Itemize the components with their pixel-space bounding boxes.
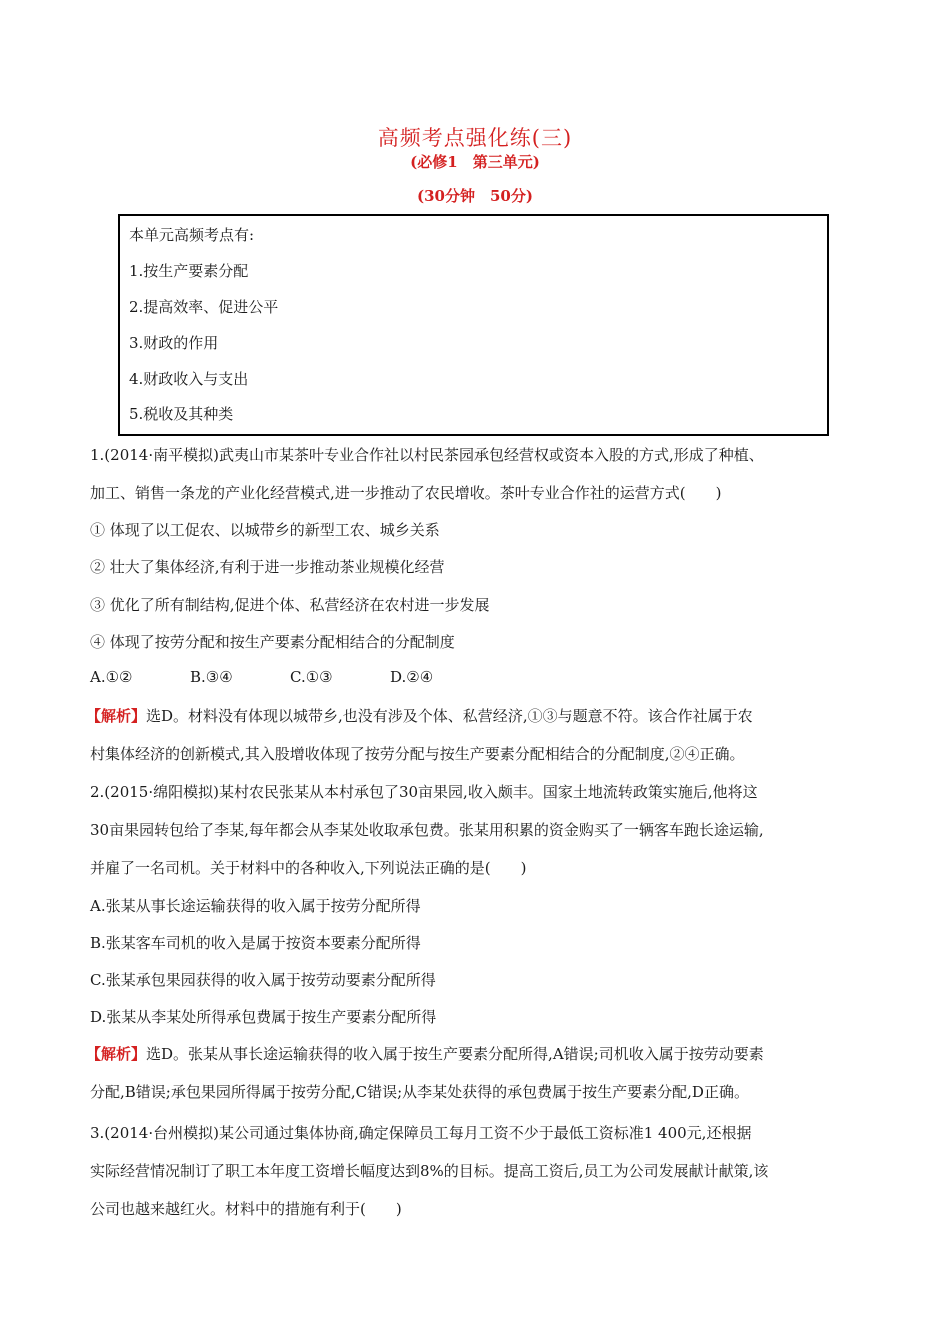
q1-option-b: B.③④ xyxy=(190,668,233,686)
summary-item: 1.按生产要素分配 xyxy=(129,262,249,280)
summary-item: 5.税收及其种类 xyxy=(129,405,234,423)
q2-option-d: D.张某从李某处所得承包费属于按生产要素分配所得 xyxy=(90,1008,437,1026)
q2-stem-line: 并雇了一名司机。关于材料中的各种收入,下列说法正确的是( ) xyxy=(90,859,527,877)
q2-stem-line: 30亩果园转包给了李某,每年都会从李某处收取承包费。张某用积累的资金购买了一辆客车跑长途运输, xyxy=(90,821,764,839)
q3-stem-line: 实际经营情况制订了职工本年度工资增长幅度达到8%的目标。提高工资后,员工为公司发展献计献策,该 xyxy=(90,1162,769,1180)
analysis-tag: 【解析】 xyxy=(86,1045,147,1063)
q1-analysis-text: 选D。材料没有体现以城带乡,也没有涉及个体、私营经济,①③与题意不符。该合作社属于农 xyxy=(146,707,753,725)
q1-statement: ② 壮大了集体经济,有利于进一步推动茶业规模化经营 xyxy=(90,558,445,576)
q1-option-c: C.①③ xyxy=(290,668,333,686)
q2-analysis-line xyxy=(86,1043,764,1064)
q2-option-c: C.张某承包果园获得的收入属于按劳动要素分配所得 xyxy=(90,971,436,989)
q1-option-d: D.②④ xyxy=(390,668,434,686)
summary-item: 2.提高效率、促进公平 xyxy=(129,298,279,316)
q3-stem-line: 公司也越来越红火。材料中的措施有利于( ) xyxy=(90,1200,402,1218)
q2-option-b: B.张某客车司机的收入是属于按资本要素分配所得 xyxy=(90,934,421,952)
q2-option-a: A.张某从事长途运输获得的收入属于按劳分配所得 xyxy=(90,897,421,915)
q2-analysis-text: 选D。张某从事长途运输获得的收入属于按生产要素分配所得,A错误;司机收入属于按劳动要素 xyxy=(146,1045,764,1063)
summary-heading: 本单元高频考点有: xyxy=(129,226,255,244)
summary-box xyxy=(118,214,829,436)
q2-stem-line: 2.(2015·绵阳模拟)某村农民张某从本村承包了30亩果园,收入颇丰。国家土地流转政策实施后,他将这 xyxy=(90,783,758,801)
q1-stem-line: 加工、销售一条龙的产业化经营模式,进一步推动了农民增收。茶叶专业合作社的运营方式( ) xyxy=(90,484,722,502)
q1-option-a: A.①② xyxy=(90,668,133,686)
q2-analysis-line: 分配,B错误;承包果园所得属于按劳分配,C错误;从李某处获得的承包费属于按生产要素分配,D正确。 xyxy=(90,1083,749,1101)
q1-statement: ④ 体现了按劳分配和按生产要素分配相结合的分配制度 xyxy=(90,633,455,651)
q1-analysis-line: 村集体经济的创新模式,其入股增收体现了按劳分配与按生产要素分配相结合的分配制度,②④正确。 xyxy=(90,745,745,763)
q1-statement: ① 体现了以工促农、以城带乡的新型工农、城乡关系 xyxy=(90,521,440,539)
summary-item: 4.财政收入与支出 xyxy=(129,370,249,388)
q1-statement: ③ 优化了所有制结构,促进个体、私营经济在农村进一步发展 xyxy=(90,596,490,614)
q1-options xyxy=(90,668,490,686)
analysis-tag: 【解析】 xyxy=(86,707,147,725)
page-title: 高频考点强化练(三) xyxy=(377,126,573,150)
page-subtitle: (必修1 第三单元) xyxy=(410,153,540,171)
time-score-note: (30分钟 50分) xyxy=(417,187,533,205)
q1-stem-line: 1.(2014·南平模拟)武夷山市某茶叶专业合作社以村民茶园承包经营权或资本入股的方式,形成了种植、 xyxy=(90,446,764,464)
q1-analysis-line xyxy=(86,705,753,726)
q3-stem-line: 3.(2014·台州模拟)某公司通过集体协商,确定保障员工每月工资不少于最低工资标准1 400元,还根据 xyxy=(90,1124,752,1142)
summary-item: 3.财政的作用 xyxy=(129,334,219,352)
